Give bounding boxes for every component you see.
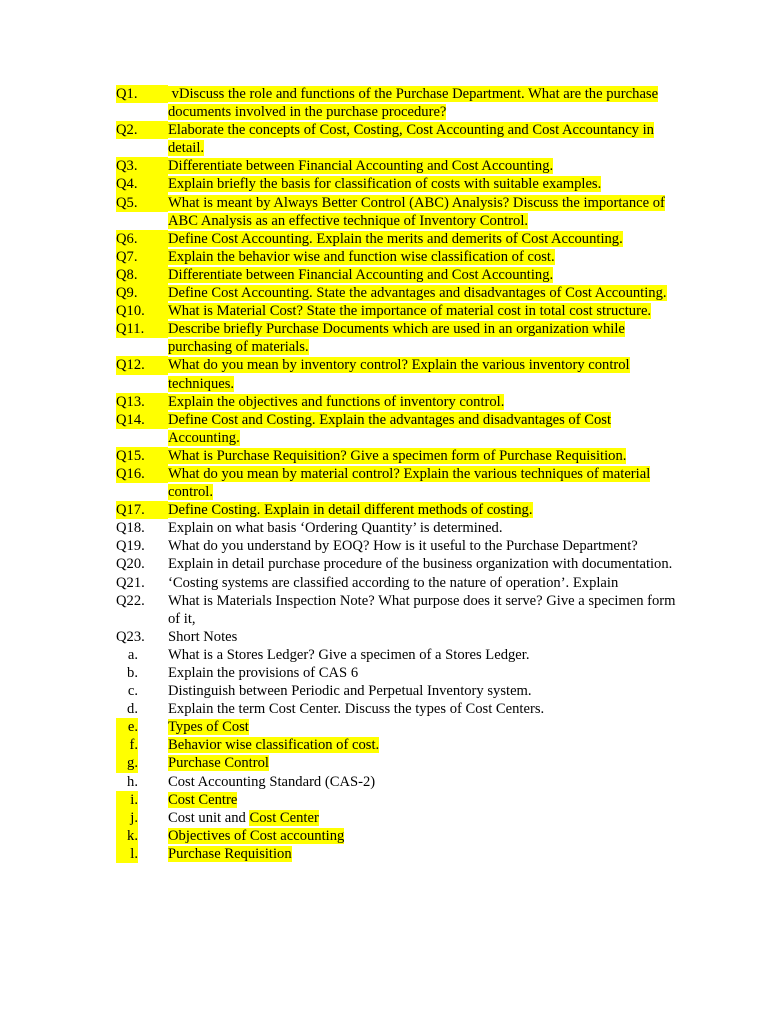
question-text: What is Material Cost? State the importance of material cost in total cost structure.	[168, 303, 652, 320]
question-number: Q20.	[116, 556, 145, 573]
question-text: Elaborate the concepts of Cost, Costing, Cost Accounting and Cost Accountancy in detail.	[168, 122, 654, 157]
short-note-text: Purchase Requisition	[168, 845, 292, 862]
question-number: Q15.	[116, 447, 168, 465]
question-item	[116, 574, 676, 592]
question-text: Define Costing. Explain in detail different methods of costing.	[168, 502, 533, 519]
short-note-letter: j.	[116, 809, 168, 827]
short-note-text: Cost Accounting Standard (CAS-2)	[168, 773, 376, 790]
short-note-letter: k.	[116, 827, 168, 845]
short-note-letter: a.	[127, 646, 138, 663]
question-item	[116, 175, 676, 193]
question-text: Define Cost and Costing. Explain the advantages and disadvantages of Cost Accounting.	[168, 411, 611, 446]
question-item	[116, 85, 676, 121]
question-item	[116, 284, 676, 302]
question-item	[116, 121, 676, 157]
short-note-item	[116, 809, 676, 827]
short-note-letter: h.	[127, 773, 138, 790]
short-note-letter: f.	[116, 736, 168, 754]
question-number: Q11.	[116, 320, 168, 356]
short-note-item	[116, 664, 676, 682]
question-number: Q16.	[116, 465, 168, 501]
question-text: What do you mean by material control? Explain the various techniques of material control.	[168, 465, 651, 501]
question-number: Q6.	[116, 230, 168, 248]
question-number: Q5.	[116, 194, 168, 230]
short-note-text: What is a Stores Ledger? Give a specimen of a Stores Ledger.	[168, 646, 530, 663]
question-number: Q17.	[116, 501, 168, 519]
question-text: Define Cost Accounting. State the advantages and disadvantages of Cost Accounting.	[168, 285, 667, 302]
question-number: Q9.	[116, 284, 168, 302]
short-note-text: Objectives of Cost accounting	[168, 827, 345, 844]
short-note-letter: b.	[127, 665, 138, 681]
question-item	[116, 411, 676, 447]
question-text: vDiscuss the role and functions of the Purchase Department. What are the purchase documents involved in the purchase procedure?	[168, 86, 659, 121]
question-text: What do you understand by EOQ? How is it useful to the Purchase Department?	[168, 538, 638, 555]
question-number: Q10.	[116, 302, 168, 320]
short-note-letter: i.	[116, 791, 168, 809]
short-note-letter: d.	[127, 701, 138, 718]
question-item	[116, 628, 676, 646]
question-number: Q12.	[116, 356, 168, 392]
question-item	[116, 194, 676, 230]
short-note-text: Explain the term Cost Center. Discuss the types of Cost Centers.	[168, 701, 545, 718]
question-item	[116, 465, 676, 501]
question-text: Differentiate between Financial Accounting and Cost Accounting.	[168, 158, 554, 175]
question-item	[116, 537, 676, 555]
short-note-item	[116, 754, 676, 772]
question-item	[116, 555, 676, 573]
question-item	[116, 157, 676, 175]
question-text: Explain the objectives and functions of inventory control.	[168, 393, 505, 410]
question-item	[116, 266, 676, 284]
short-note-letter: g.	[116, 754, 168, 772]
short-note-text: Distinguish between Periodic and Perpetual Inventory system.	[168, 683, 532, 700]
short-note-item	[116, 773, 676, 791]
question-item	[116, 302, 676, 320]
question-item	[116, 592, 676, 628]
question-number: Q4.	[116, 175, 168, 193]
short-note-letter: e.	[116, 718, 168, 736]
question-number: Q14.	[116, 411, 168, 447]
question-text: What is Materials Inspection Note? What purpose does it serve? Give a specimen form of it,	[168, 592, 676, 627]
question-number: Q13.	[116, 393, 168, 411]
short-note-text: Explain the provisions of CAS 6	[168, 665, 359, 681]
question-text: What is Purchase Requisition? Give a specimen form of Purchase Requisition.	[168, 447, 627, 464]
short-note-item	[116, 827, 676, 845]
question-item	[116, 320, 676, 356]
short-note-text: Behavior wise classification of cost.	[168, 737, 380, 754]
question-text: Explain in detail purchase procedure of the business organization with documentation.	[168, 556, 673, 573]
short-note-text: Cost Centre	[168, 791, 238, 808]
short-note-item	[116, 682, 676, 700]
question-item	[116, 519, 676, 537]
question-number: Q8.	[116, 266, 168, 284]
short-note-item	[116, 718, 676, 736]
short-note-text: Cost unit and Cost Center	[168, 809, 319, 826]
question-text: Differentiate between Financial Accounting and Cost Accounting.	[168, 266, 554, 283]
question-number: Q3.	[116, 157, 168, 175]
question-text: What do you mean by inventory control? Explain the various inventory control techniques.	[168, 357, 630, 392]
question-text: Explain on what basis ‘Ordering Quantity’ is determined.	[168, 520, 503, 537]
short-note-text: Types of Cost	[168, 719, 249, 736]
short-note-letter: c.	[127, 683, 138, 700]
question-number: Q19.	[116, 538, 145, 555]
question-item	[116, 393, 676, 411]
question-document	[116, 85, 676, 863]
question-number: Q22.	[116, 592, 145, 609]
short-note-item	[116, 845, 676, 863]
short-note-item	[116, 736, 676, 754]
short-note-letter: l.	[116, 845, 168, 863]
question-item	[116, 447, 676, 465]
question-number: Q21.	[116, 574, 145, 591]
question-text: What is meant by Always Better Control (ABC) Analysis? Discuss the importance of ABC Analysis as an effective technique of Inventory Control.	[168, 194, 665, 229]
question-text: Define Cost Accounting. Explain the merits and demerits of Cost Accounting.	[168, 230, 623, 247]
question-item	[116, 248, 676, 266]
question-item	[116, 230, 676, 248]
question-number: Q18.	[116, 520, 145, 537]
question-item	[116, 501, 676, 519]
question-number: Q7.	[116, 248, 168, 266]
short-note-item	[116, 646, 676, 664]
question-text: Explain the behavior wise and function wise classification of cost.	[168, 248, 555, 265]
short-note-text: Purchase Control	[168, 755, 269, 772]
question-number: Q1.	[116, 85, 168, 121]
question-text: ‘Costing systems are classified according to the nature of operation’. Explain	[168, 574, 619, 591]
question-text: Describe briefly Purchase Documents which are used in an organization while purchasing of materials.	[168, 321, 625, 356]
question-number: Q2.	[116, 121, 168, 157]
short-note-item	[116, 700, 676, 718]
short-note-item	[116, 791, 676, 809]
question-text: Short Notes	[168, 628, 238, 645]
question-text: Explain briefly the basis for classification of costs with suitable examples.	[168, 176, 602, 193]
question-number: Q23.	[116, 628, 145, 645]
question-item	[116, 356, 676, 392]
